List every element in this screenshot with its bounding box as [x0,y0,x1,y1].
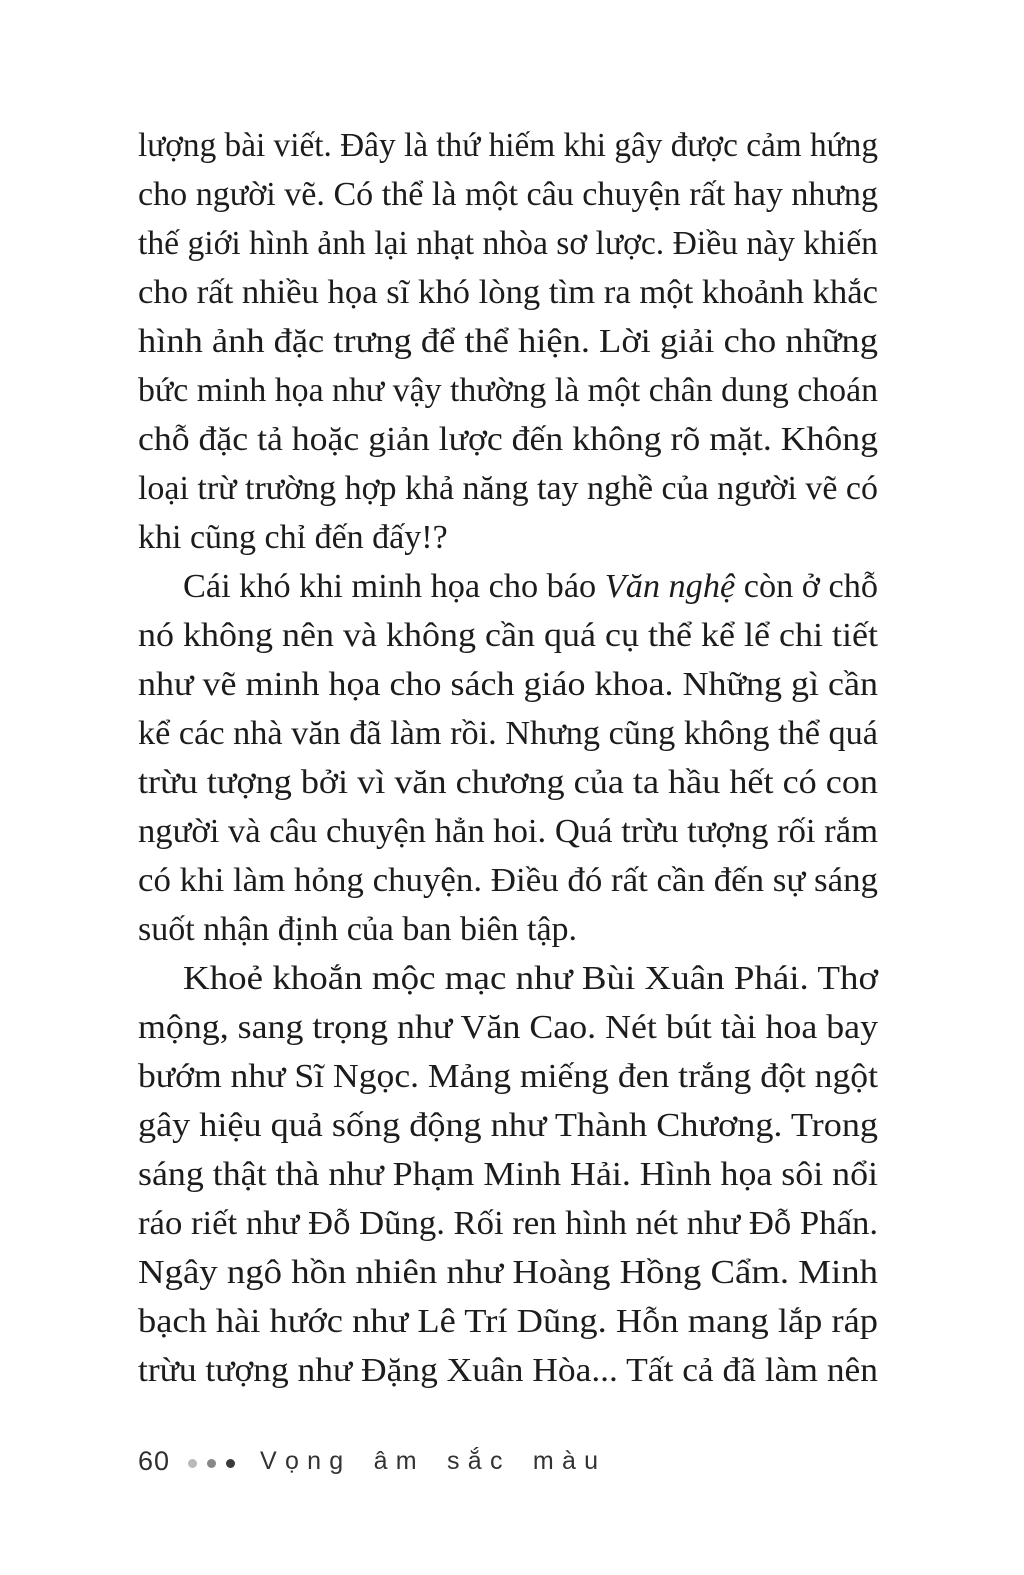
svg-text:cho rất nhiều họa sĩ khó lòng: cho rất nhiều họa sĩ khó lòng tìm ra một khoảnh khắc [138,274,878,311]
text-line [138,414,878,463]
text-line [138,806,878,855]
text-line [138,659,878,708]
text-line [138,512,878,561]
text-line [138,1149,878,1198]
text-line [138,463,878,512]
svg-text:Cái khó khi minh họa cho báo V: Cái khó khi minh họa cho báo Văn nghệ còn ở chỗ [183,568,877,605]
text-line [138,169,878,218]
svg-text:gây hiệu quả sống động như Thà: gây hiệu quả sống động như Thành Chương. Trong [138,1107,878,1144]
page-number: 60 [138,1445,171,1476]
text-line [138,316,878,365]
text-line [138,1100,878,1149]
text-line [138,365,878,414]
svg-text:bức minh họa như vậy thường là: bức minh họa như vậy thường là một chân dung choán [138,372,878,409]
svg-text:bướm như Sĩ Ngọc. Mảng miếng đ: bướm như Sĩ Ngọc. Mảng miếng đen trắng đột ngột [138,1058,879,1095]
svg-text:người và câu chuyện hẳn hoi. Q: người và câu chuyện hẳn hoi. Quá trừu tượng rối rắm [138,813,878,850]
text-line [138,561,878,610]
svg-text:trừu tượng như Đặng Xuân Hòa..: trừu tượng như Đặng Xuân Hòa... Tất cả đã làm nên [138,1352,878,1389]
book-title: Vọng âm sắc màu [260,1446,607,1475]
svg-text:sáng thật thà như Phạm Minh Hả: sáng thật thà như Phạm Minh Hải. Hình họa sôi nổi [138,1156,878,1193]
text-line [138,610,878,659]
text-line [138,218,878,267]
text-line [138,1296,878,1345]
svg-text:như vẽ minh họa cho sách giáo: như vẽ minh họa cho sách giáo khoa. Những gì cần [138,666,878,703]
svg-text:cho người vẽ. Có thể là một câ: cho người vẽ. Có thể là một câu chuyện rất hay nhưng [138,176,878,213]
page-footer [138,1444,606,1478]
text-line [138,1051,878,1100]
svg-text:mộng, sang trọng như Văn Cao.: mộng, sang trọng như Văn Cao. Nét bút tài hoa bay [138,1009,878,1046]
svg-text:bạch hài hước như Lê Trí Dũng.: bạch hài hước như Lê Trí Dũng. Hỗn mang lắp ráp [138,1303,878,1340]
svg-text:nó không nên và không cần quá: nó không nên và không cần quá cụ thể kể lể chi tiết [138,617,879,654]
text-line [138,1198,878,1247]
text-line [138,1247,878,1296]
svg-text:chỗ đặc tả hoặc giản lược đến: chỗ đặc tả hoặc giản lược đến không rõ mặt. Không [138,421,878,458]
svg-text:lượng bài viết. Đây là thứ hiế: lượng bài viết. Đây là thứ hiếm khi gây được cảm hứng [138,127,878,164]
svg-text:có khi làm hỏng chuyện. Điều đ: có khi làm hỏng chuyện. Điều đó rất cần đến sự sáng [138,862,879,899]
svg-text:loại trừ trường hợp khả năng t: loại trừ trường hợp khả năng tay nghề của người vẽ có [138,470,878,507]
svg-text:ráo riết như Đỗ Dũng. Rối ren: ráo riết như Đỗ Dũng. Rối ren hình nét như Đỗ Phấn. [138,1205,879,1242]
svg-text:trừu tượng bởi vì văn chương c: trừu tượng bởi vì văn chương của ta hầu hết có con [138,764,878,801]
text-line [138,953,878,1002]
dot-icon [188,1459,197,1468]
text-line [138,1002,878,1051]
body-text [138,120,878,1394]
svg-text:hình ảnh đặc trưng để thể hiện: hình ảnh đặc trưng để thể hiện. Lời giải cho những [138,323,879,360]
text-line [138,120,878,169]
text-line [138,267,878,316]
text-line [138,757,878,806]
svg-text:Ngây ngô hồn nhiên như Hoàng H: Ngây ngô hồn nhiên như Hoàng Hồng Cẩm. Minh [138,1254,878,1291]
svg-text:Khoẻ khoắn mộc mạc như Bùi Xuâ: Khoẻ khoắn mộc mạc như Bùi Xuân Phái. Thơ [183,960,880,997]
separator-dots-icon [188,1459,245,1468]
dot-icon [226,1459,235,1468]
svg-text:kể các nhà văn đã làm rồi. Như: kể các nhà văn đã làm rồi. Nhưng cũng không thể quá [138,715,878,752]
text-line [138,1345,878,1394]
svg-text:suốt nhận định của ban biên tậ: suốt nhận định của ban biên tập. [138,911,578,948]
text-line [138,708,878,757]
dot-icon [207,1459,216,1468]
text-line [138,855,878,904]
svg-text:thế giới hình ảnh lại nhạt nhò: thế giới hình ảnh lại nhạt nhòa sơ lược. Điều này khiến [138,225,878,262]
text-line [138,904,878,953]
svg-text:khi cũng chỉ đến đấy!?: khi cũng chỉ đến đấy!? [138,519,448,556]
